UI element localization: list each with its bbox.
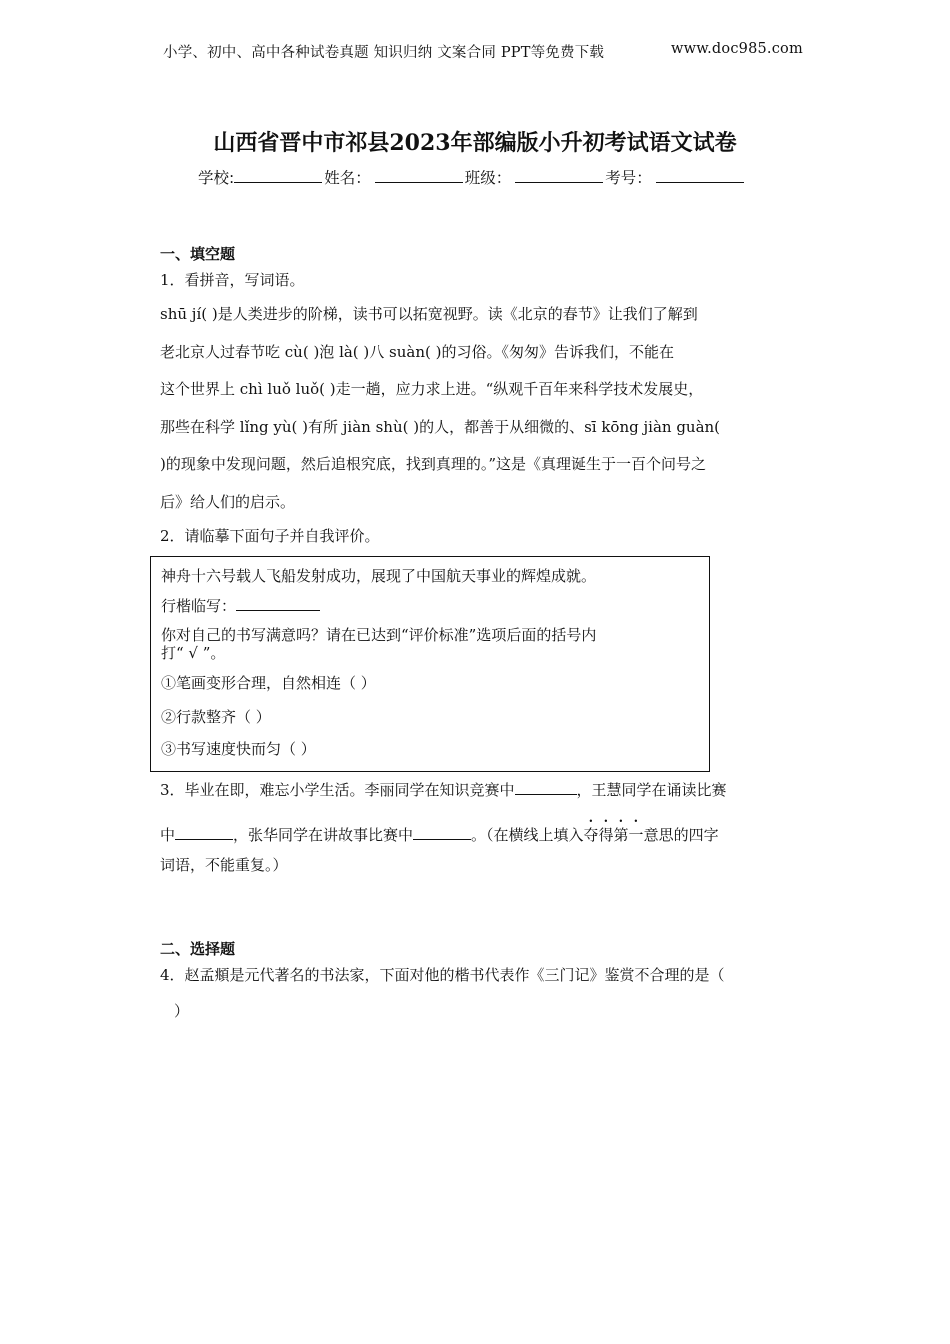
q1-line-5: )的现象中发现问题，然后追根究底，找到真理的。”这是《真理诞生于一百个问号之 — [160, 455, 707, 473]
q1-line-4: 那些在科学 lǐng yù( )有所 jiàn shù( )的人，都善于从细微的、sī kōng jiàn guàn( — [160, 418, 721, 436]
q2-criterion-3: ③书写速度快而匀（ ） — [161, 740, 316, 758]
q3-line-1 — [160, 779, 727, 800]
q3-text-2c: 。（在横线上填入 — [471, 826, 584, 844]
header-text: 小学、初中、高中各种试卷真题 知识归纳 文案合同 PPT等免费下载 — [163, 45, 605, 61]
school-label: 学校: — [198, 169, 235, 187]
q1-line-6: 后》给人们的启示。 — [160, 493, 296, 511]
q2-copy-blank[interactable] — [236, 596, 320, 611]
page-title: 山西省晋中市祁县2023年部编版小升初考试语文试卷 — [213, 130, 737, 156]
q3-text-1a: 3．毕业在即，难忘小学生活。李丽同学在知识竞赛中 — [160, 781, 515, 799]
section2-heading: 二、选择题 — [160, 940, 236, 958]
student-info — [198, 166, 746, 188]
q2-criterion-1: ①笔画变形合理，自然相连（ ） — [161, 674, 376, 692]
q3-text-2b: ，张华同学在讲故事比赛中 — [233, 826, 414, 844]
q2-copy-label: 行楷临写： — [161, 597, 237, 615]
name-label: 姓名： — [324, 169, 371, 187]
q3-text-1b: ，王慧同学在诵读比赛 — [576, 781, 727, 799]
q2-box — [150, 556, 710, 772]
q1-line-3: 这个世界上 chì luǒ luǒ( )走一趟，应力求上进。“纵观千百年来科学技术发展史， — [160, 380, 704, 398]
q3-line-3: 词语，不能重复。） — [160, 856, 288, 874]
page-header — [163, 41, 803, 62]
q3-text-2a: 中 — [160, 826, 176, 844]
q2-ask-1: 你对自己的书写满意吗？请在已达到“评价标准”选项后面的括号内 — [161, 626, 597, 644]
q2-sentence: 神舟十六号载人飞船发射成功，展现了中国航天事业的辉煌成就。 — [161, 567, 597, 585]
school-blank[interactable] — [234, 168, 322, 183]
q3-blank-2[interactable] — [175, 825, 233, 840]
q3-line-2 — [160, 817, 719, 845]
q3-text-2d: 意思的四字 — [643, 826, 719, 844]
header-url[interactable]: www.doc985.com — [671, 41, 803, 57]
q2-copy-row — [161, 595, 320, 616]
q2-criterion-2: ②行款整齐（ ） — [161, 708, 271, 726]
q1-line-1: shū jí( )是人类进步的阶梯，读书可以拓宽视野。读《北京的春节》让我们了解到 — [160, 305, 698, 323]
q4-line-2: ） — [174, 1002, 190, 1020]
q1-prompt: 1．看拼音，写词语。 — [160, 271, 305, 289]
class-blank[interactable] — [515, 168, 603, 183]
class-label: 班级： — [464, 169, 512, 187]
q2-ask-2: 打“ √ ”。 — [161, 644, 226, 662]
q2-prompt: 2．请临摹下面句子并自我评价。 — [160, 527, 380, 545]
q4-line-1: 4．赵孟頫是元代著名的书法家，下面对他的楷书代表作《三门记》鉴赏不合理的是（ — [160, 966, 725, 984]
q1-line-2: 老北京人过春节吃 cù( )泡 là( )八 suàn( )的习俗。《匆匆》告诉我们，不能在 — [160, 343, 674, 361]
name-blank[interactable] — [375, 168, 463, 183]
number-label: 考号： — [605, 169, 652, 187]
number-blank[interactable] — [656, 168, 744, 183]
section1-heading: 一、填空题 — [160, 245, 236, 263]
q3-blank-3[interactable] — [413, 825, 471, 840]
q3-blank-1[interactable] — [515, 780, 577, 795]
q3-emphasis: 夺得第一 — [583, 826, 644, 844]
